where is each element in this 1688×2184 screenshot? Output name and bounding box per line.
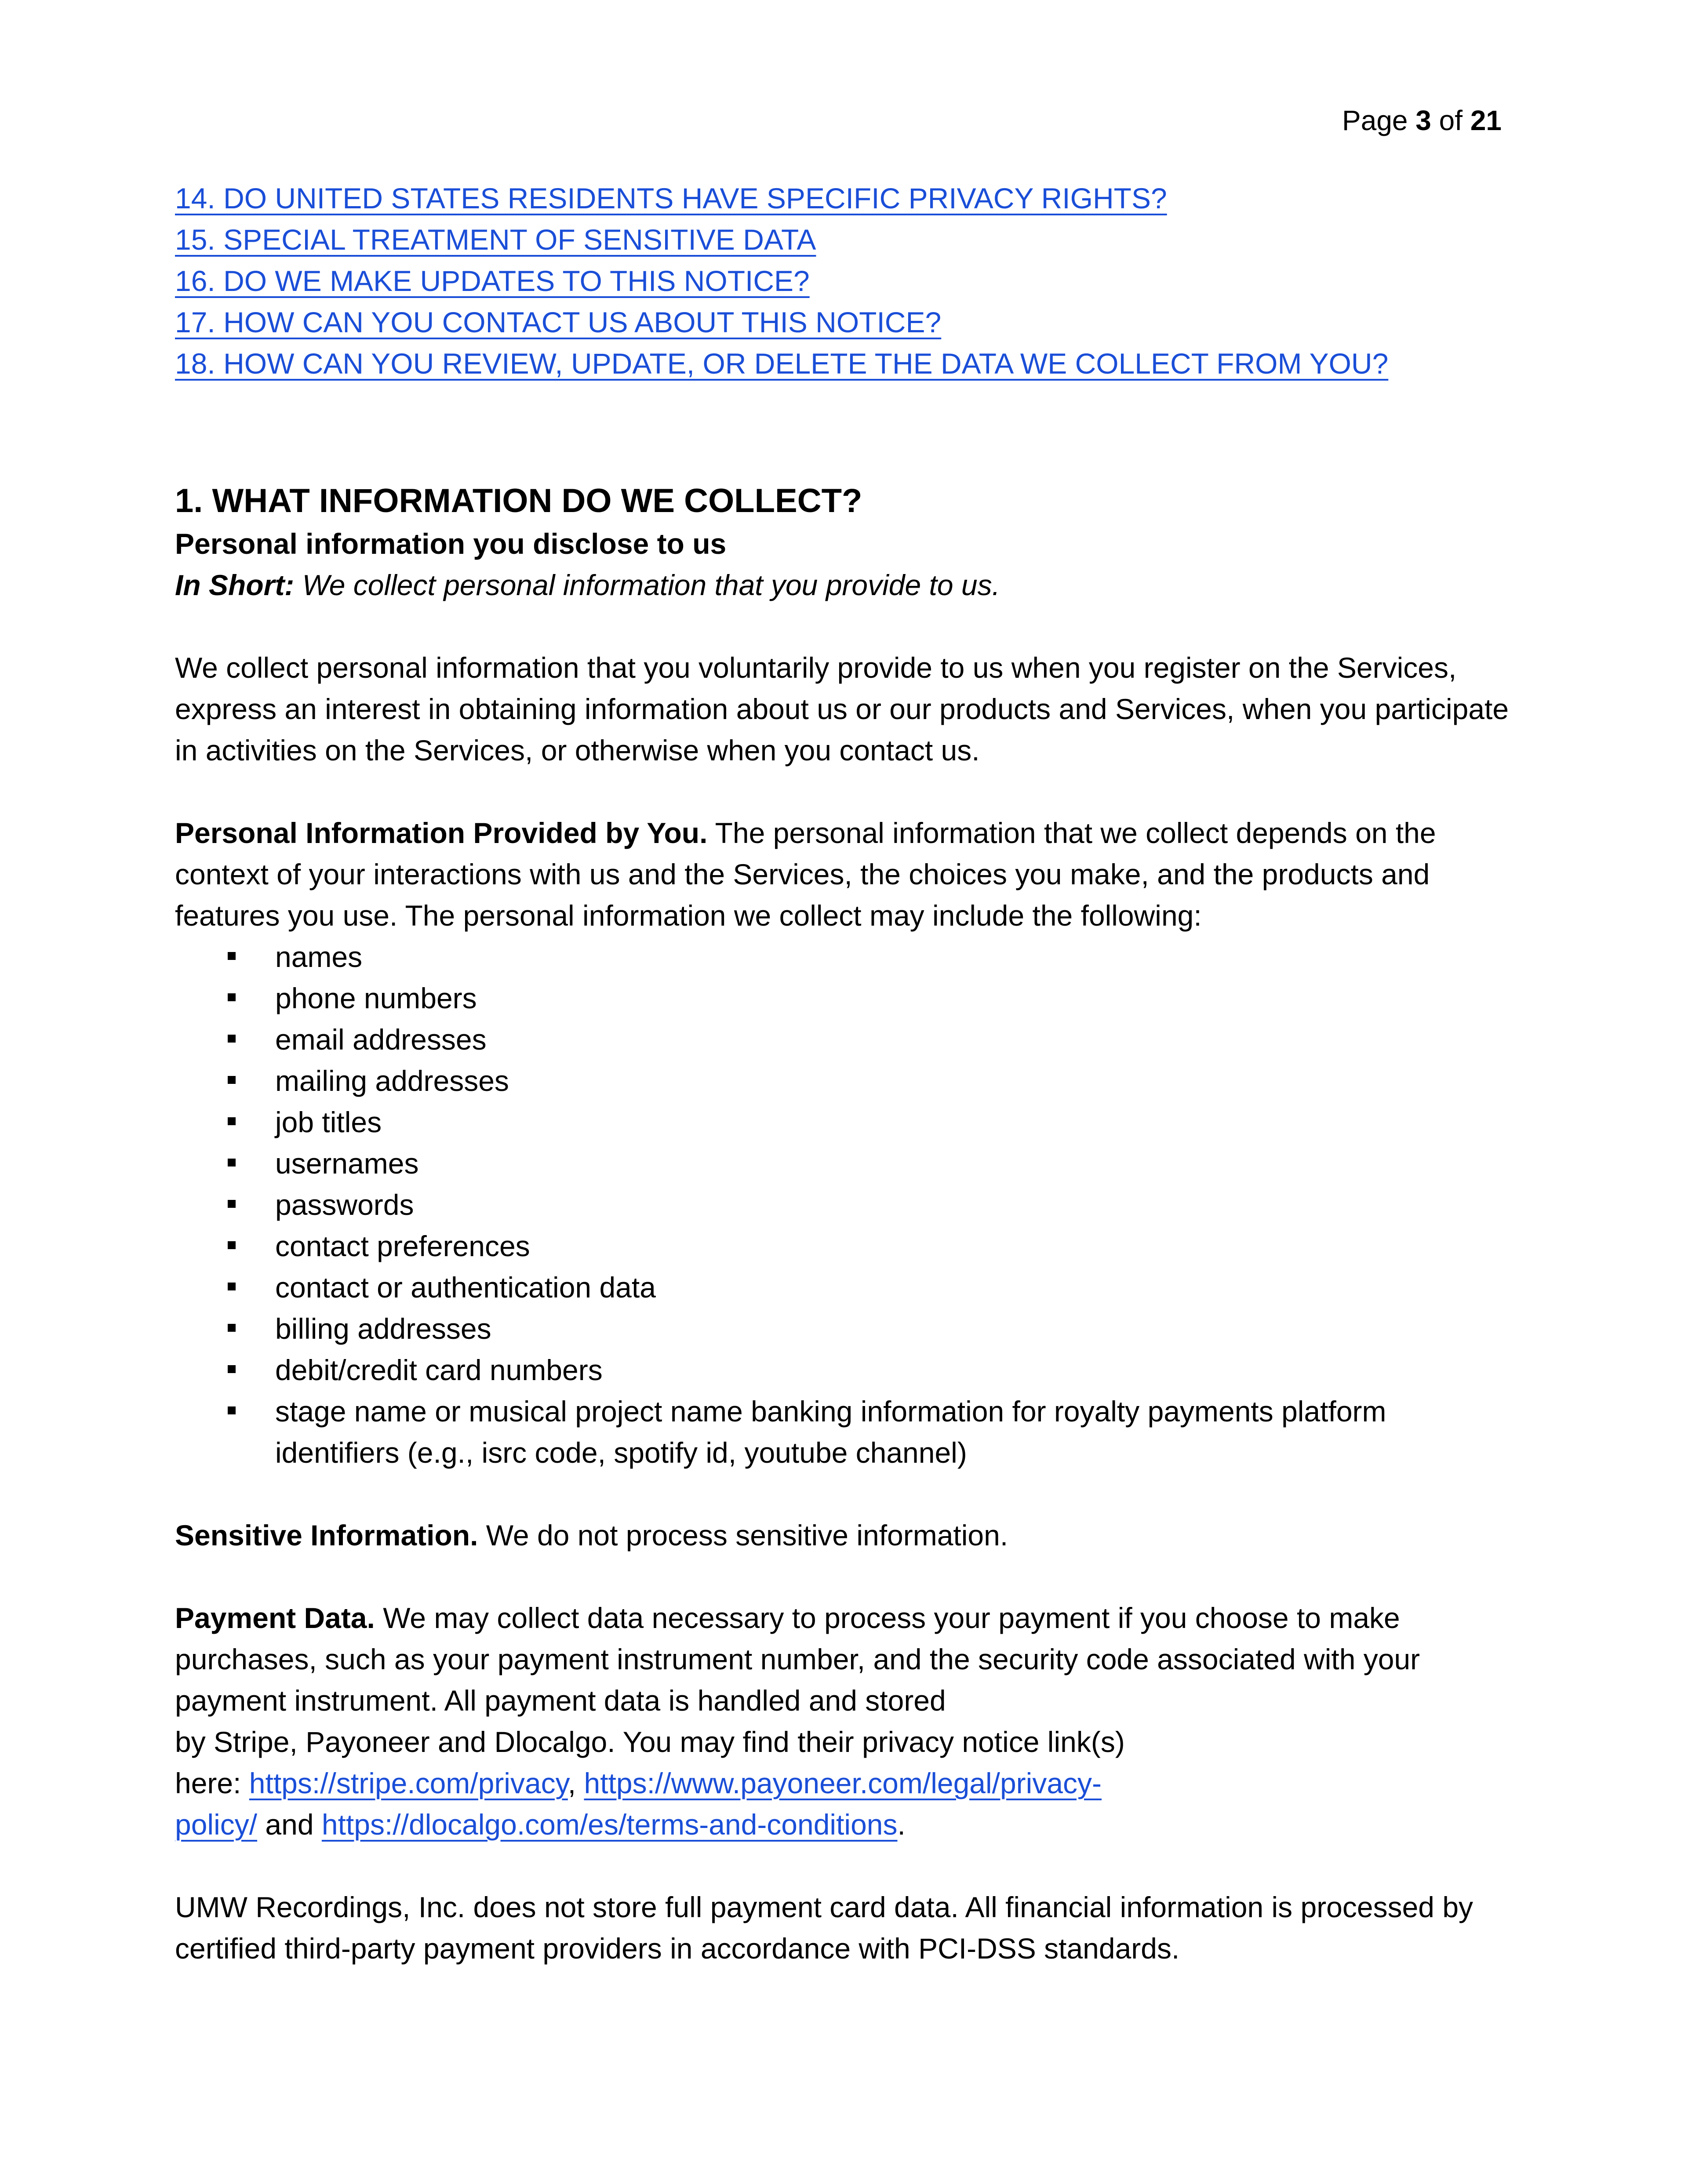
bullet-square-icon [228, 1324, 236, 1332]
stripe-privacy-link[interactable]: https://stripe.com/privacy [249, 1767, 568, 1799]
list-item [175, 1060, 1511, 1101]
toc-link-18[interactable]: 18. HOW CAN YOU REVIEW, UPDATE, OR DELETE THE DATA WE COLLECT FROM YOU? [175, 347, 1389, 380]
toc-link-16[interactable]: 16. DO WE MAKE UPDATES TO THIS NOTICE? [175, 265, 810, 297]
payment-links-line-2 [175, 1804, 1511, 1845]
payment-links-line [175, 1762, 1511, 1804]
toc-link-14[interactable]: 14. DO UNITED STATES RESIDENTS HAVE SPECIFIC PRIVACY RIGHTS? [175, 182, 1167, 214]
bullet-square-icon [228, 1406, 236, 1414]
list-item [175, 978, 1511, 1019]
list-item-text: contact or authentication data [275, 1271, 656, 1304]
list-item-text: passwords [275, 1188, 414, 1221]
bullet-square-icon [228, 1200, 236, 1208]
payment-paragraph [175, 1597, 1511, 1721]
page-of: of [1439, 105, 1463, 136]
current-page: 3 [1415, 105, 1431, 136]
page-label: Page [1342, 105, 1408, 136]
bullet-square-icon [228, 993, 236, 1001]
here-label: here: [175, 1767, 249, 1799]
final-period: . [897, 1808, 906, 1841]
in-short-summary [175, 564, 1511, 606]
link-separator: , [568, 1767, 584, 1799]
in-short-label: In Short: [175, 569, 295, 601]
toc-link-17[interactable]: 17. HOW CAN YOU CONTACT US ABOUT THIS NOTICE? [175, 306, 942, 338]
sensitive-paragraph [175, 1515, 1511, 1556]
section-heading: 1. WHAT INFORMATION DO WE COLLECT? [175, 482, 862, 520]
list-item-text: email addresses [275, 1023, 487, 1056]
bullet-square-icon [228, 1076, 236, 1084]
bullet-square-icon [228, 1159, 236, 1166]
page-number [1342, 99, 1502, 142]
list-item [175, 1101, 1511, 1143]
list-item-text: mailing addresses [275, 1065, 509, 1097]
list-item-text: billing addresses [275, 1312, 491, 1345]
list-item-text: contact preferences [275, 1230, 530, 1262]
payment-providers-line: by Stripe, Payoneer and Dlocalgo. You may find their privacy notice link(s) [175, 1726, 1125, 1758]
bullet-square-icon [228, 1283, 236, 1290]
list-item [175, 1391, 1511, 1473]
list-item-text: stage name or musical project name banking information for royalty payments platform identifiers (e.g., isrc code, spotify id, youtube channel) [275, 1395, 1386, 1469]
section-subheading: Personal information you disclose to us [175, 527, 727, 560]
list-item-text: debit/credit card numbers [275, 1354, 603, 1386]
bullet-square-icon [228, 1365, 236, 1373]
in-short-text: We collect personal information that you provide to us. [294, 569, 1000, 601]
bullet-square-icon [228, 1117, 236, 1125]
list-item [175, 1349, 1511, 1391]
payment-text: We may collect data necessary to process your payment if you choose to make purchases, such as your payment instrument number, and the security code associated with your payment instrument. All payment data is handled and stored [175, 1602, 1420, 1717]
page-content [175, 178, 1511, 1969]
bullet-square-icon [228, 1241, 236, 1249]
payoneer-privacy-link-cont[interactable]: policy/ [175, 1808, 258, 1841]
table-of-contents [175, 178, 1511, 384]
list-item-text: usernames [275, 1147, 419, 1180]
sensitive-text: We do not process sensitive information. [478, 1519, 1008, 1552]
list-item [175, 1184, 1511, 1225]
total-pages: 21 [1470, 105, 1502, 136]
list-item [175, 1267, 1511, 1308]
toc-link-15[interactable]: 15. SPECIAL TREATMENT OF SENSITIVE DATA [175, 223, 816, 256]
provided-text: The personal information that we collect depends on the context of your interactions with us and the Services, the choices you make, and the products and features you use. The personal information we collect may include the following: [175, 817, 1436, 932]
closing-paragraph: UMW Recordings, Inc. does not store full payment card data. All financial information is processed by certified third-party payment providers in accordance with PCI-DSS standards. [175, 1891, 1473, 1965]
list-item-text: names [275, 941, 363, 973]
payoneer-privacy-link[interactable]: https://www.payoneer.com/legal/privacy- [584, 1767, 1102, 1799]
bullet-square-icon [228, 1035, 236, 1043]
intro-paragraph: We collect personal information that you voluntarily provide to us when you register on the Services, express an interest in obtaining information about us or our products and Services, when you participate in activities on the Services, or otherwise when you contact us. [175, 651, 1509, 767]
list-item [175, 1019, 1511, 1060]
list-item [175, 1225, 1511, 1267]
personal-info-list [175, 936, 1511, 1473]
list-item [175, 936, 1511, 978]
provided-paragraph [175, 812, 1511, 936]
provided-label: Personal Information Provided by You. [175, 817, 708, 849]
list-item-text: phone numbers [275, 982, 477, 1014]
list-item [175, 1308, 1511, 1349]
sensitive-label: Sensitive Information. [175, 1519, 478, 1552]
and-word: and [257, 1808, 322, 1841]
list-item [175, 1143, 1511, 1184]
payment-label: Payment Data. [175, 1602, 375, 1634]
bullet-square-icon [228, 952, 236, 960]
list-item-text: job titles [275, 1106, 382, 1138]
dlocalgo-terms-link[interactable]: https://dlocalgo.com/es/terms-and-conditions [321, 1808, 898, 1841]
